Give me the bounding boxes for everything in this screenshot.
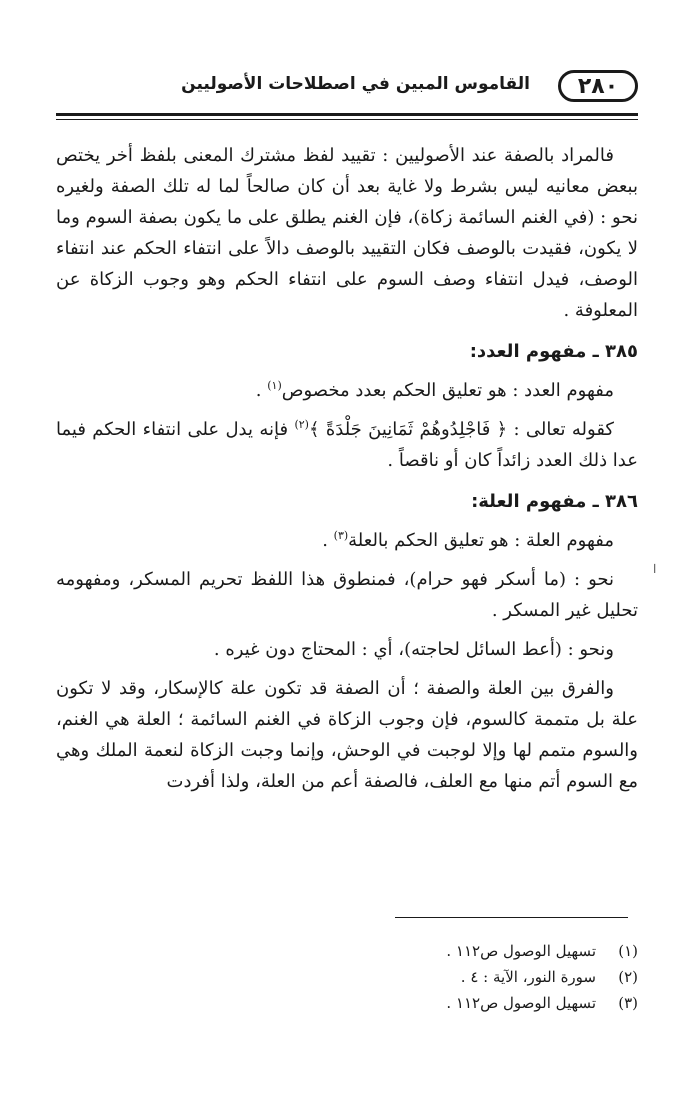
- footnote-item: [56, 938, 638, 964]
- adad-definition-end: .: [255, 380, 268, 401]
- paragraph-illa-sifa-difference: والفرق بين العلة والصفة ؛ أن الصفة قد تكون علة كالإسكار، وقد لا تكون علة بل متممة كالسوم، فإن وجوب الزكاة في الغنم السائمة ؛ العلة هي الغنم، والسوم متمم لها وإلا لوجبت في الوحش، وإنما وجبت الزكاة لنعمة الملك وهي مع السوم أتم منها مع العلف، فالصفة أعم من العلة، ولذا أفردت: [56, 678, 638, 792]
- footnote-ref-2: (٢): [294, 418, 309, 431]
- page-body: [56, 140, 638, 797]
- footnote-text: تسهيل الوصول ص١١٢ .: [446, 942, 596, 960]
- paragraph-sifa-definition: فالمراد بالصفة عند الأصوليين : تقييد لفظ مشترك المعنى بلفظ أخر يختص ببعض معانيه ليس بشرط ولا غاية بعد أن كان صالحاً لما له تلك الصفة ولغيره نحو : (في الغنم السائمة زكاة)، فإن الغنم يطلق على ما يكون بصفة السوم وما لا يكون، فقيدت بالوصف فكان التقييد بالوصف دالاً على انتفاء الحكم عند انتفاء الوصف، فيدل انتفاء وصف السوم على انتفاء الحكم وهو وجوب الزكاة عن المعلوفة .: [56, 145, 638, 321]
- footnote-text: تسهيل الوصول ص١١٢ .: [446, 994, 596, 1012]
- paragraph-illa-example-1: نحو : (ما أسكر فهو حرام)، فمنطوق هذا اللفظ تحريم المسكر، ومفهومه تحليل غير المسكر .: [56, 569, 638, 621]
- margin-mark: ا: [653, 562, 657, 576]
- adad-example-text: فإنه يدل على انتفاء الحكم فيما عدا ذلك العدد زائداً كان أو ناقصاً .: [56, 419, 638, 471]
- running-title: القاموس المبين في اصطلاحات الأصوليين: [181, 74, 530, 94]
- paragraph-illa-example-2: ونحو : (أعط السائل لحاجته)، أي : المحتاج دون غيره .: [213, 639, 614, 660]
- page-number: ٢٨٠: [558, 70, 638, 102]
- illa-definition-end: .: [322, 530, 334, 551]
- footnote-ref-1: (١): [267, 379, 282, 392]
- footnote-number: (٢): [618, 968, 638, 986]
- footnote-item: [56, 964, 638, 990]
- page-header: [56, 68, 638, 110]
- paragraph-illa-definition: [56, 525, 638, 556]
- paragraph-adad-example: [56, 414, 638, 476]
- footnote-number: (٣): [618, 994, 638, 1012]
- entry-heading-386: ٣٨٦ ـ مفهوم العلة:: [471, 491, 638, 512]
- header-rule-thick: [56, 113, 638, 116]
- paragraph-adad-definition: [56, 375, 638, 406]
- footnote-text: سورة النور، الآية : ٤ .: [460, 968, 596, 986]
- footnotes: [56, 938, 638, 1016]
- entry-heading-385: ٣٨٥ ـ مفهوم العدد:: [469, 341, 638, 362]
- illa-definition-text: مفهوم العلة : هو تعليق الحكم بالعلة: [348, 530, 614, 551]
- footnote-separator: [395, 917, 628, 918]
- footnote-item: [56, 990, 638, 1016]
- adad-definition-text: مفهوم العدد : هو تعليق الحكم بعدد مخصوص: [281, 380, 614, 401]
- footnote-ref-3: (٣): [333, 529, 349, 542]
- footnote-number: (١): [618, 942, 638, 960]
- adad-example-verse: كقوله تعالى : ﴿ فَاجْلِدُوهُمْ ثَمَانِينَ جَلْدَةً ﴾: [308, 419, 615, 440]
- header-rule-thin: [56, 119, 638, 120]
